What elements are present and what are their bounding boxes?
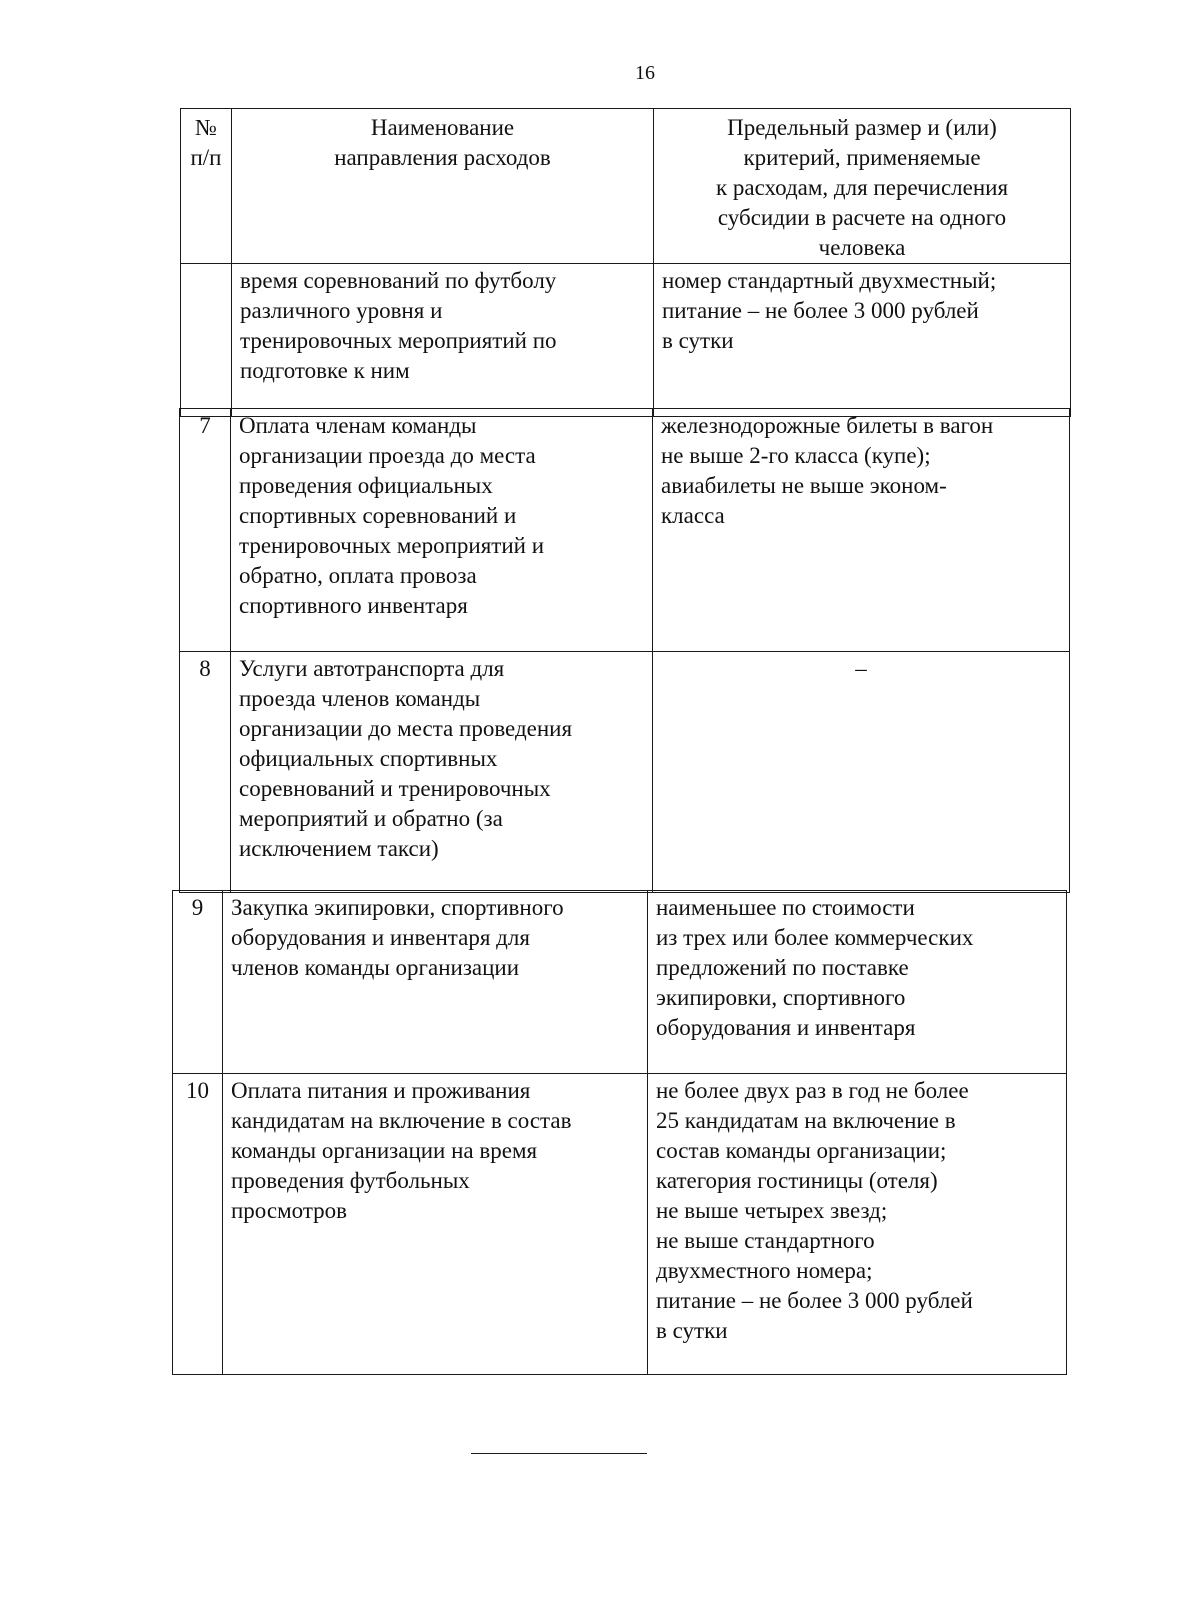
page-number: 16 [635, 62, 655, 84]
row-num: 8 [180, 652, 231, 893]
expenses-table-lower-part [172, 890, 1067, 1375]
row-limit: номер стандартный двухместный; питание – не более 3 000 рублей в сутки [654, 264, 1071, 417]
row-name: Закупка экипировки, спортивного оборудования и инвентаря для членов команды организации [223, 891, 648, 1074]
row-name: Услуги автотранспорта для проезда членов команды организации до места проведения официальных спортивных соревнований и тренировочных мероприятий и обратно (за исключением такси) [231, 652, 653, 893]
header-limit: Предельный размер и (или) критерий, применяемые к расходам, для перечисления субсидии в расчете на одного человека [654, 109, 1071, 264]
row-name: Оплата питания и проживания кандидатам на включение в состав команды организации на время проведения футбольных просмотров [223, 1074, 648, 1375]
end-of-document-rule [471, 1453, 647, 1454]
row-limit: не более двух раз в год не более 25 кандидатам на включение в состав команды организации; категория гостиницы (отеля) не выше четырех звезд; не выше стандартного двухместного номера; питание – не более 3 000 рублей в сутки [648, 1074, 1067, 1375]
header-num: № п/п [181, 109, 232, 264]
row-num: 10 [173, 1074, 223, 1375]
row-limit: – [653, 652, 1070, 893]
row-limit: наименьшее по стоимости из трех или более коммерческих предложений по поставке экипировки, спортивного оборудования и инвентаря [648, 891, 1067, 1074]
header-name: Наименование направления расходов [232, 109, 654, 264]
table-row [181, 264, 1071, 417]
table-row [180, 409, 1070, 652]
expenses-table-header-part [180, 108, 1071, 417]
table-header-row [181, 109, 1071, 264]
row-name: Оплата членам команды организации проезда до места проведения официальных спортивных соревнований и тренировочных мероприятий и обратно, оплата провоза спортивного инвентаря [231, 409, 653, 652]
row-name: время соревнований по футболу различного уровня и тренировочных мероприятий по подготовке к ним [232, 264, 654, 417]
row-num: 9 [173, 891, 223, 1074]
row-limit: железнодорожные билеты в вагон не выше 2-го класса (купе); авиабилеты не выше эконом- класса [653, 409, 1070, 652]
table-row [180, 652, 1070, 893]
row-num [181, 264, 232, 417]
row-num: 7 [180, 409, 231, 652]
table-row [173, 1074, 1067, 1375]
table-row [173, 891, 1067, 1074]
expenses-table-middle-part [179, 408, 1070, 893]
